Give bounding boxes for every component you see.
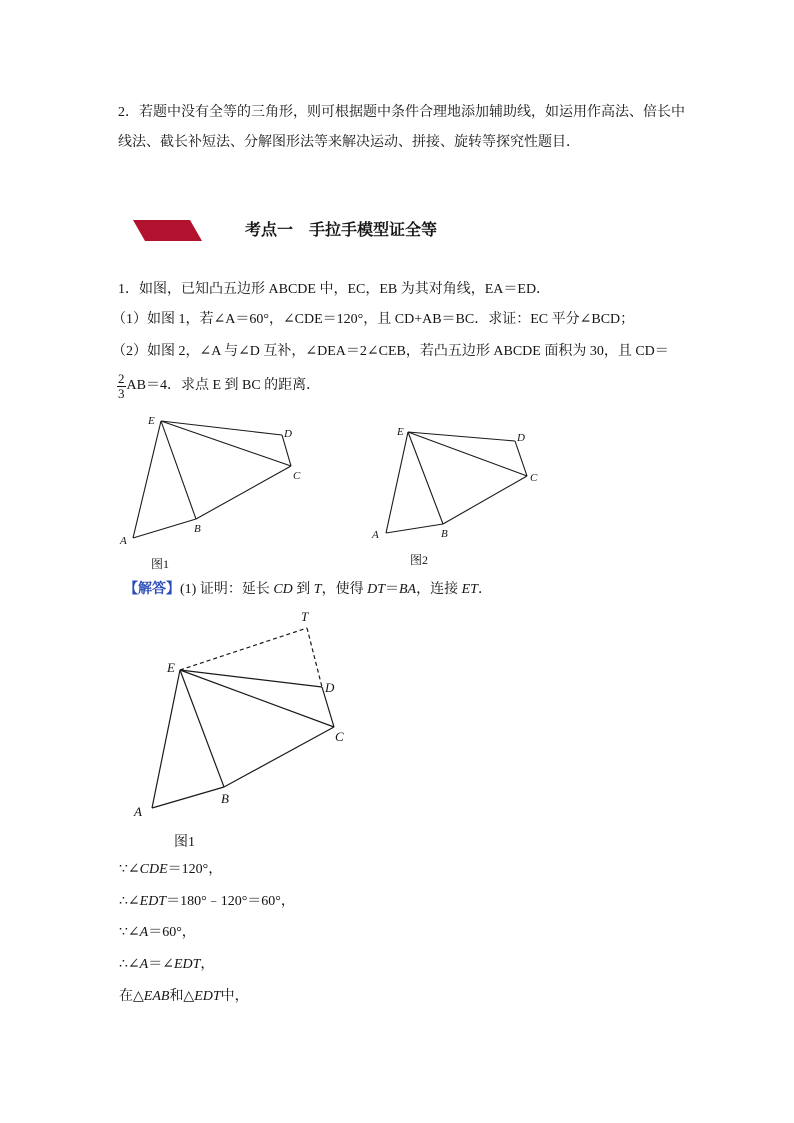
vertex-label-d: D — [284, 428, 292, 440]
step-var: A — [139, 925, 149, 940]
step-text: ＝120°， — [167, 862, 223, 877]
vertex-label-d: D — [325, 680, 335, 695]
edge-ed — [161, 421, 282, 435]
solution-figure-1-caption: 图1 — [174, 835, 195, 850]
vertex-label-b: B — [441, 528, 448, 540]
vertex-label-a: A — [120, 535, 127, 547]
step-text: ＝∠ — [148, 957, 174, 972]
auxiliary-line-td — [307, 628, 322, 687]
step-text: 在△ — [119, 989, 144, 1004]
diagonal-eb — [408, 432, 443, 524]
step-var: CDE — [139, 862, 168, 877]
solution-text: ，连接 — [416, 582, 462, 597]
step-text: ∴∠ — [119, 957, 140, 972]
step-text: ∴∠ — [119, 894, 140, 909]
solution-var: DT — [367, 582, 385, 597]
step-text: 中， — [220, 989, 249, 1004]
edge-ae — [152, 670, 180, 808]
section-banner-parallelogram — [133, 220, 202, 241]
solution-step-4 — [119, 955, 214, 975]
vertex-label-b: B — [221, 791, 229, 806]
step-text: ∵∠ — [119, 862, 140, 877]
intro-line-1: 2．若题中没有全等的三角形，则可根据题中条件合理地添加辅助线，如运用作高法、倍长中 — [118, 105, 685, 120]
section-banner-shape — [130, 218, 206, 244]
step-var: EDT — [173, 957, 201, 972]
solution-step-1 — [119, 860, 222, 880]
diagonal-eb — [180, 670, 224, 787]
diagonal-eb — [161, 421, 196, 519]
problem-stem: 1．如图，已知凸五边形 ABCDE 中，EC，EB 为其对角线，EA＝ED． — [118, 282, 551, 297]
edge-cb — [443, 476, 527, 524]
vertex-label-c: C — [530, 472, 538, 484]
vertex-label-b: B — [194, 523, 201, 535]
edge-dc — [515, 441, 527, 476]
vertex-label-e: E — [397, 426, 404, 438]
diagonal-ec — [180, 670, 334, 727]
figure-1-caption: 图1 — [151, 557, 170, 571]
solution-tag: 【解答】 — [124, 582, 180, 597]
step-text: 和△ — [169, 989, 195, 1004]
solution-text: 到 — [292, 582, 314, 597]
edge-ae — [133, 421, 161, 538]
section-title: 考点一 手拉手模型证全等 — [245, 222, 438, 239]
vertex-label-a: A — [372, 529, 379, 541]
edge-ba — [133, 519, 196, 538]
auxiliary-line-et — [180, 628, 307, 670]
diagonal-ec — [161, 421, 291, 466]
edge-ed — [408, 432, 515, 441]
step-text: ＝180°﹣120°＝60°， — [166, 894, 295, 909]
edge-ae — [386, 432, 408, 533]
step-var: A — [139, 957, 149, 972]
edge-ba — [386, 524, 443, 533]
solution-text: ＝ — [384, 582, 399, 597]
vertex-label-t: T — [301, 609, 309, 624]
step-var: EDT — [194, 989, 221, 1004]
fraction-numerator: 2 — [118, 370, 125, 386]
solution-intro — [124, 580, 492, 600]
solution-text: (1) 证明：延长 — [180, 582, 274, 597]
vertex-label-e: E — [148, 415, 155, 427]
vertex-label-d: D — [517, 432, 525, 444]
edge-ba — [152, 787, 224, 808]
edge-cb — [196, 466, 291, 519]
vertex-label-c: C — [293, 470, 301, 482]
fraction-denominator: 3 — [118, 385, 125, 401]
problem-part-2-line-2 — [117, 371, 320, 401]
solution-step-2 — [119, 892, 295, 912]
step-text: ， — [200, 957, 215, 972]
edge-cb — [224, 727, 334, 787]
solution-var: BA — [398, 582, 417, 597]
vertex-label-a: A — [134, 804, 142, 819]
step-text: ＝60°， — [148, 925, 196, 940]
solution-step-3 — [119, 923, 196, 943]
fraction — [117, 372, 126, 401]
solution-text: ，使得 — [321, 582, 368, 597]
step-var: EDT — [139, 894, 167, 909]
figure-1-diagram — [110, 405, 310, 580]
problem-part-2-tail: AB＝4．求点 E 到 BC 的距离． — [126, 378, 321, 393]
solution-var: CD — [273, 582, 293, 597]
figure-2-caption: 图2 — [410, 553, 429, 567]
vertex-label-e: E — [167, 660, 175, 675]
solution-step-5 — [119, 987, 249, 1007]
problem-part-2-line-1: （2）如图 2，∠A 与∠D 互补，∠DEA＝2∠CEB，若凸五边形 ABCDE 面积为 30，且 CD＝ — [112, 344, 669, 359]
vertex-label-c: C — [335, 729, 344, 744]
solution-var: ET — [461, 582, 478, 597]
solution-var: T — [313, 582, 322, 597]
solution-figure-1-diagram — [125, 605, 350, 855]
figure-2-diagram — [365, 420, 545, 575]
diagonal-ec — [408, 432, 527, 476]
step-text: ∵∠ — [119, 925, 140, 940]
solution-text: ． — [477, 582, 492, 597]
intro-line-2: 线法、截长补短法、分解图形法等来解决运动、拼接、旋转等探究性题目． — [118, 135, 580, 150]
problem-part-1: （1）如图 1，若∠A＝60°，∠CDE＝120°，且 CD+AB＝BC．求证：EC 平分∠BCD； — [112, 312, 635, 327]
step-var: EAB — [143, 989, 170, 1004]
